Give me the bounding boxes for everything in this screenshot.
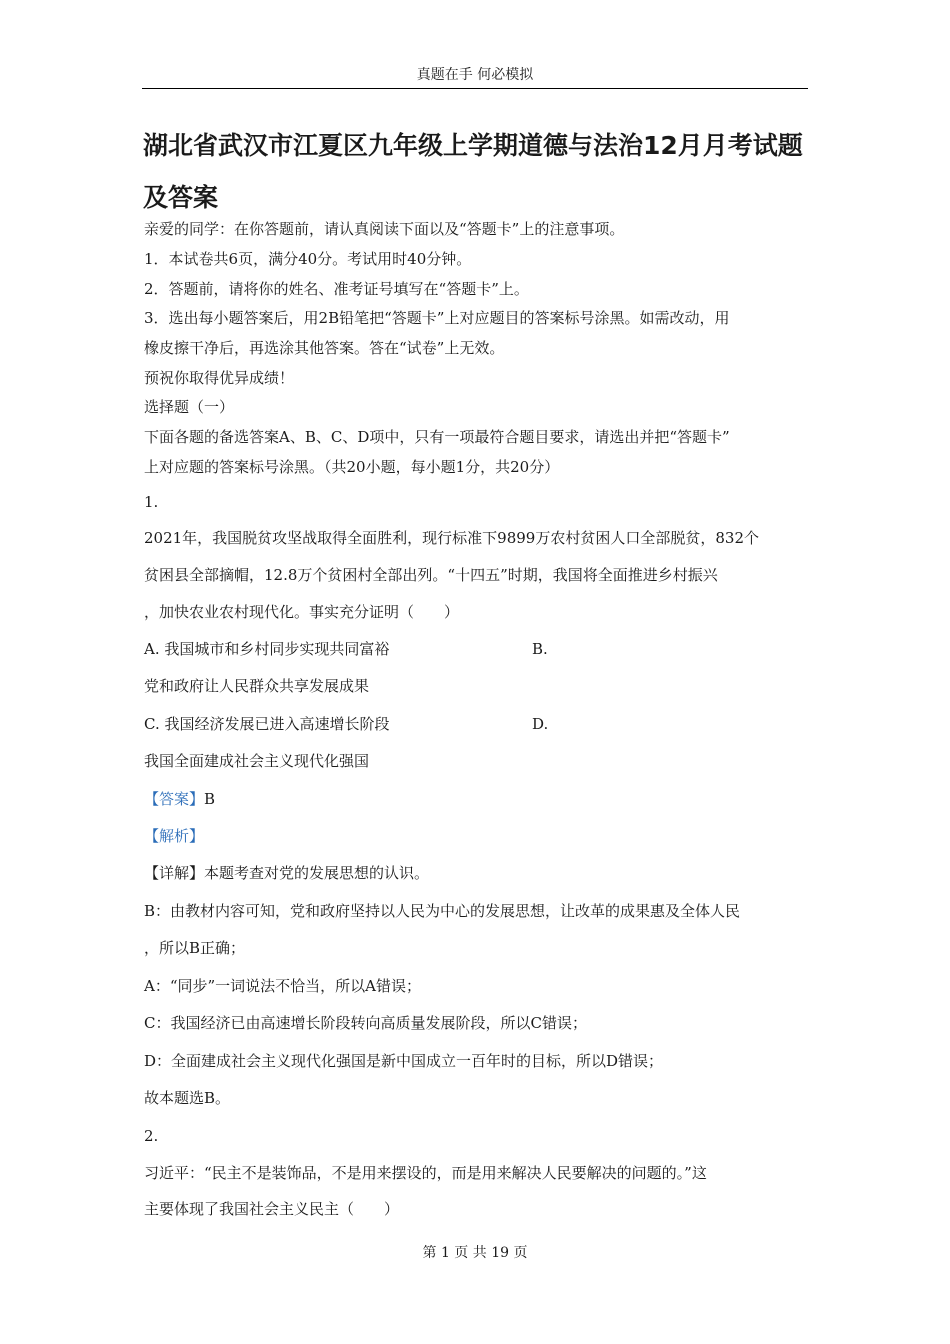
explanation-line: ，所以B正确；: [144, 939, 246, 957]
header-divider: [142, 88, 808, 89]
explanation-line: B：由教材内容可知，党和政府坚持以人民为中心的发展思想，让改革的成果惠及全体人民: [144, 902, 741, 920]
analysis-tag: 【解析】: [144, 827, 205, 845]
option-b-label: B.: [532, 640, 548, 658]
option-c: C. 我国经济发展已进入高速增长阶段: [144, 715, 390, 733]
question-stem: ，加快农业农村现代化。事实充分证明（ ）: [144, 603, 460, 621]
answer-line: [144, 788, 215, 810]
instruction-line: 亲爱的同学：在你答题前，请认真阅读下面以及“答题卡”上的注意事项。: [144, 220, 625, 238]
section-description: 下面各题的备选答案A、B、C、D项中，只有一项最符合题目要求，请选出并把“答题卡”: [144, 428, 730, 446]
page-footer: 第 1 页 共 19 页: [422, 1245, 528, 1261]
explanation-line: D：全面建成社会主义现代化强国是新中国成立一百年时的目标，所以D错误；: [144, 1052, 664, 1070]
option-d-text: 我国全面建成社会主义现代化强国: [144, 752, 370, 770]
section-title: 选择题（一）: [144, 398, 235, 416]
question-stem: 习近平：“民主不是装饰品，不是用来摆设的，而是用来解决人民要解决的问题的。”这: [144, 1164, 707, 1182]
option-d-label: D.: [532, 715, 549, 733]
instruction-line: 预祝你取得优异成绩！: [144, 369, 295, 387]
question-stem: 2021年，我国脱贫攻坚战取得全面胜利，现行标准下9899万农村贫困人口全部脱贫，832个: [144, 529, 759, 547]
question-stem: 贫困县全部摘帽，12.8万个贫困村全部出列。“十四五”时期，我国将全面推进乡村振兴: [144, 566, 718, 584]
question-number: 2.: [144, 1127, 159, 1145]
page-header: 真题在手 何必模拟: [416, 67, 534, 83]
answer-tag: 【答案】: [144, 790, 205, 808]
option-a: A. 我国城市和乡村同步实现共同富裕: [144, 640, 390, 658]
question-number: 1.: [144, 493, 159, 511]
answer-value: B: [204, 790, 216, 808]
detail-text: 本题考查对党的发展思想的认识。: [204, 864, 430, 882]
explanation-line: C：我国经济已由高速增长阶段转向高质量发展阶段，所以C错误；: [144, 1014, 587, 1032]
instruction-line: 2．答题前，请将你的姓名、准考证号填写在“答题卡”上。: [144, 280, 529, 298]
explanation-line: A：“同步”一词说法不恰当，所以A错误；: [144, 977, 422, 995]
option-b-text: 党和政府让人民群众共享发展成果: [144, 677, 370, 695]
instruction-line: 1．本试卷共6页，满分40分。考试用时40分钟。: [144, 250, 472, 268]
detail-tag: 【详解】: [144, 864, 205, 882]
section-description: 上对应题的答案标号涂黑。（共20小题，每小题1分，共20分）: [144, 458, 560, 476]
instruction-line: 橡皮擦干净后，再选涂其他答案。答在“试卷”上无效。: [144, 339, 505, 357]
document-title: 湖北省武汉市江夏区九年级上学期道德与法治12月月考试题及答案: [143, 131, 803, 212]
detail-line: [144, 862, 429, 884]
explanation-line: 故本题选B。: [144, 1089, 231, 1107]
question-stem: 主要体现了我国社会主义民主（ ）: [144, 1200, 400, 1218]
instruction-line: 3．选出每小题答案后，用2B铅笔把“答题卡”上对应题目的答案标号涂黑。如需改动，用: [144, 309, 730, 327]
